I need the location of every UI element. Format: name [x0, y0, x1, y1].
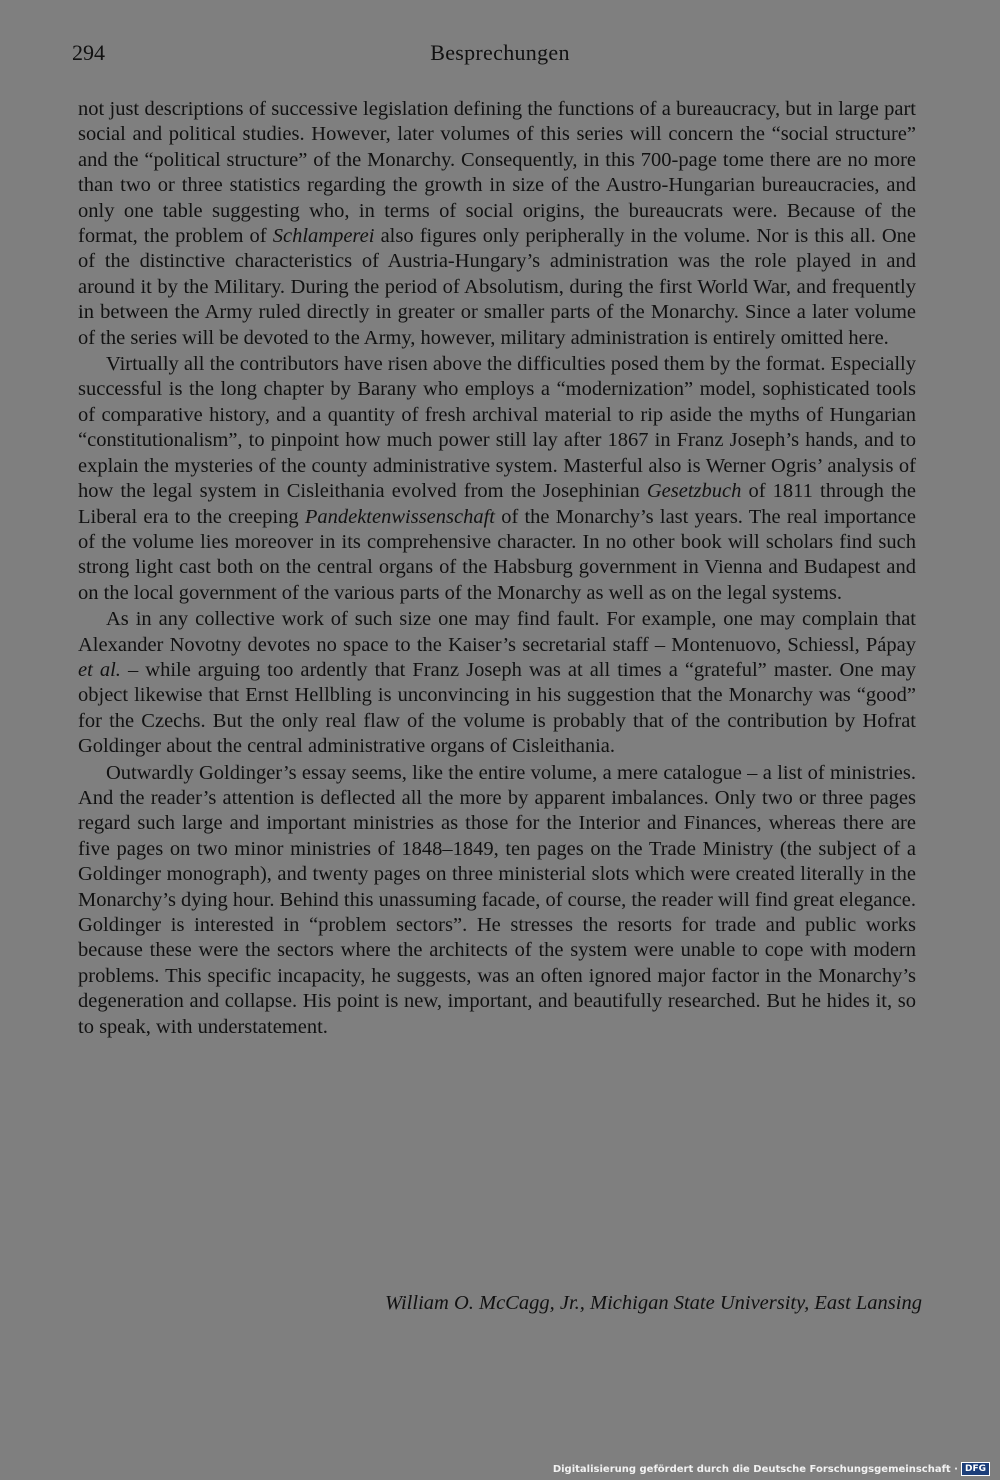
- article-body: [78, 97, 916, 1040]
- dfg-logo: DFG: [961, 1462, 990, 1476]
- footer-text: Digitalisierung gefördert durch die Deutsche Forschungsgemeinschaft ·: [552, 1463, 958, 1475]
- reviewer-signature: William O. McCagg, Jr., Michigan State University, East Lansing: [385, 1292, 922, 1314]
- paragraph-3: As in any collective work of such size one may find fault. For example, one may complain that Alexander Novotny devotes no space to the Kaiser’s secretarial staff – Montenuovo, Schiessl, Pápay et al. – while arguing too ardently that Franz Joseph was at all times a “grateful” master. One may object likewise that Ernst Hellbling is unconvincing in his suggestion that the Monarchy was “good” for the Czechs. But the only real flaw of the volume is probably that of the contribution by Hofrat Goldinger about the central administrative organs of Cisleithania.: [78, 608, 916, 758]
- paragraph-4: Outwardly Goldinger’s essay seems, like the entire volume, a mere catalogue – a list of ministries. And the reader’s attention is deflected all the more by apparent imbalances. Only two or three pages regard such large and important ministries as those for the Interior and Finances, whereas there are five pages on two minor ministries of 1848–1849, ten pages on the Trade Ministry (the subject of a Goldinger monograph), and twenty pages on three ministerial slots which were created literally in the Monarchy’s dying hour. Behind this unassuming facade, of course, the reader will find great elegance. Goldinger is interested in “problem sectors”. He stresses the resorts for trade and public works because these were the sectors where the architects of the system were unable to cope with modern problems. This specific incapacity, he suggests, was an often ignored major factor in the Monarchy’s degeneration and collapse. His point is new, important, and beautifully researched. But he hides it, so to speak, with understatement.: [78, 761, 916, 1038]
- paragraph-2: Virtually all the contributors have risen above the difficulties posed them by the format. Especially successful is the long chapter by Barany who employs a “modernization” model, sophisticated tools of comparative history, and a quantity of fresh archival material to rip aside the myths of Hungarian “constitutionalism”, to pinpoint how much power still lay after 1867 in Franz Joseph’s hands, and to explain the mysteries of the county administrative system. Masterful also is Werner Ogris’ analysis of how the legal system in Cisleithania evolved from the Josephinian Gesetzbuch of 1811 through the Liberal era to the creeping Pandektenwissenschaft of the Monarchy’s last years. The real importance of the volume lies moreover in its comprehensive character. In no other book will scholars find such strong light cast both on the central organs of the Habsburg government in Vienna and Budapest and on the local government of the various parts of the Monarchy as well as on the legal systems.: [78, 353, 916, 604]
- digitization-footer: [553, 1462, 990, 1476]
- running-head: Besprechungen: [430, 40, 570, 65]
- page-number: 294: [72, 40, 105, 65]
- paragraph-1: not just descriptions of successive legislation defining the functions of a bureaucracy, but in large part social and political studies. However, later volumes of this series will concern the “social structure” and the “political structure” of the Monarchy. Consequently, in this 700-page tome there are no more than two or three statistics regarding the growth in size of the Austro-Hungarian bureaucracies, and only one table suggesting who, in terms of social origins, the bureaucrats were. Because of the format, the problem of Schlamperei also figures only peripherally in the volume. Nor is this all. One of the distinctive characteristics of Austria-Hungary’s administration was the role played in and around it by the Military. During the period of Absolutism, during the first World War, and frequently in between the Army ruled directly in greater or smaller parts of the Monarchy. Since a later volume of the series will be devoted to the Army, however, military administration is entirely omitted here.: [78, 98, 916, 349]
